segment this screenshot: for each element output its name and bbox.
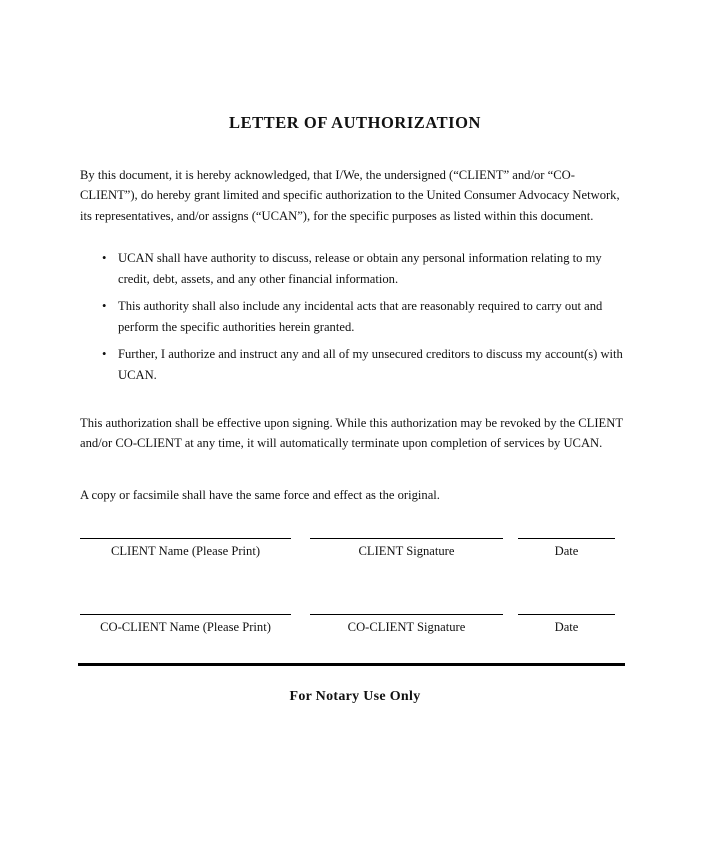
- list-item: [80, 296, 626, 337]
- signature-row-client: [0, 538, 710, 572]
- client-date-label: Date: [554, 544, 579, 558]
- client-name-label: CLIENT Name (Please Print): [110, 544, 261, 558]
- client-signature-label: CLIENT Signature: [358, 544, 455, 558]
- coclient-name-field[interactable]: [80, 614, 291, 648]
- bullet-icon: •: [102, 251, 107, 265]
- coclient-date-field[interactable]: [518, 614, 615, 648]
- list-item-text: UCAN shall have authority to discuss, release or obtain any personal information relating to my credit, debt, assets, and any other financial information.: [118, 251, 602, 286]
- copy-paragraph: A copy or facsimile shall have the same force and effect as the original.: [80, 487, 440, 502]
- intro-paragraph: By this document, it is hereby acknowledged, that I/We, the undersigned (“CLIENT” and/or “CO-CLIENT”), do hereby grant limited and specific authorization to the United Consumer Advocacy Network, its representatives, and/or assigns (“UCAN”), for the specific purposes as listed within this document.: [80, 167, 620, 223]
- list-item-text: This authority shall also include any incidental acts that are reasonably required to carry out and perform the specific authorities herein granted.: [118, 299, 603, 334]
- authorization-bullet-list: [80, 248, 626, 385]
- list-item: [80, 344, 626, 385]
- page-title: LETTER OF AUTHORIZATION: [229, 113, 481, 132]
- coclient-signature-field[interactable]: [310, 614, 503, 648]
- list-item: [80, 248, 626, 289]
- bullet-icon: •: [102, 347, 107, 361]
- list-item-text: Further, I authorize and instruct any and all of my unsecured creditors to discuss my account(s) with UCAN.: [118, 347, 623, 382]
- bullet-icon: •: [102, 299, 107, 313]
- coclient-date-label: Date: [554, 620, 579, 634]
- effective-paragraph: This authorization shall be effective upon signing. While this authorization may be revoked by the CLIENT and/or CO-CLIENT at any time, it will automatically terminate upon completion of services by UCAN.: [80, 415, 623, 451]
- notary-section-heading: For Notary Use Only: [289, 689, 421, 704]
- section-divider: [78, 663, 625, 666]
- signature-row-coclient: [0, 614, 710, 648]
- client-signature-field[interactable]: [310, 538, 503, 572]
- client-date-field[interactable]: [518, 538, 615, 572]
- client-name-field[interactable]: [80, 538, 291, 572]
- coclient-signature-label: CO-CLIENT Signature: [347, 620, 466, 634]
- coclient-name-label: CO-CLIENT Name (Please Print): [100, 620, 271, 634]
